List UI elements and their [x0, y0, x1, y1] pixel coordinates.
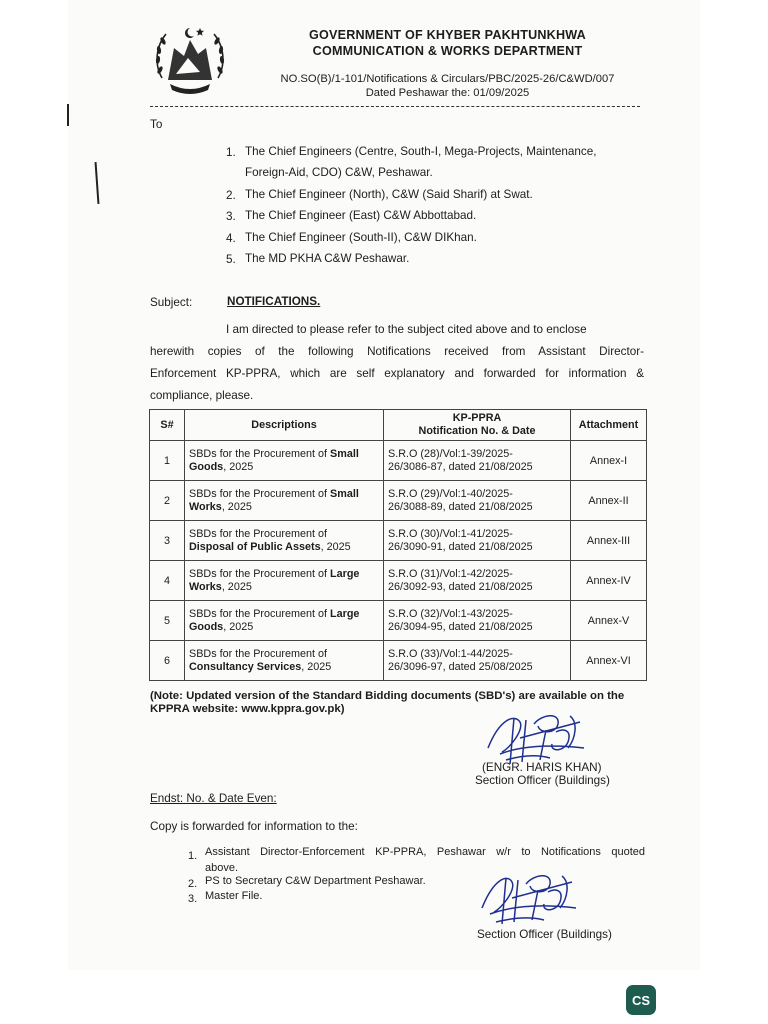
table-row	[150, 521, 647, 561]
row-attachment: Annex-IV	[571, 561, 647, 601]
row-notification	[384, 441, 571, 481]
header-line: Notification No. & Date	[418, 425, 536, 437]
row-notification	[384, 601, 571, 641]
row-sno: 6	[150, 641, 185, 681]
row-notification	[384, 521, 571, 561]
row-sno: 2	[150, 481, 185, 521]
notification-line: S.R.O (30)/Vol:1-41/2025-	[388, 527, 513, 540]
row-attachment: Annex-II	[571, 481, 647, 521]
copy-item: Assistant Director-Enforcement KP-PPRA, Peshawar w/r to Notifications quoted	[205, 846, 645, 858]
notification-line: 26/3094-95, dated 21/08/2025	[388, 620, 533, 633]
description-bold: Works	[189, 580, 222, 593]
table-header-row	[150, 410, 647, 441]
letter-date: Dated Peshawar the: 01/09/2025	[365, 87, 530, 99]
description-bold: Large	[330, 567, 360, 580]
copy-number: 3.	[188, 893, 198, 905]
notification-line: S.R.O (33)/Vol:1-44/2025-	[388, 647, 513, 660]
body-line: herewith copies of the following Notifications received from Assistant Director-	[150, 345, 644, 358]
description-text: SBDs for the Procurement of	[189, 447, 331, 460]
recipient-item: The Chief Engineer (South-II), C&W DIKhan.	[245, 231, 477, 244]
description-text: SBDs for the Procurement of	[189, 647, 328, 660]
row-notification	[384, 641, 571, 681]
description-text: SBDs for the Procurement of	[189, 567, 331, 580]
signature-scribble	[472, 866, 582, 930]
recipient-number: 4.	[226, 232, 236, 245]
note-line: (Note: Updated version of the Standard Bidding documents (SBD's) are available on the	[150, 690, 625, 702]
description-bold: Works	[189, 500, 222, 513]
recipient-item: The Chief Engineer (North), C&W (Said Sharif) at Swat.	[245, 188, 533, 201]
description-text: SBDs for the Procurement of	[189, 607, 331, 620]
row-description	[185, 561, 384, 601]
table-row	[150, 601, 647, 641]
government-crest-logo	[148, 18, 232, 102]
notifications-table	[149, 409, 647, 681]
notification-line: 26/3088-89, dated 21/08/2025	[388, 500, 533, 513]
row-description	[185, 441, 384, 481]
row-attachment: Annex-III	[571, 521, 647, 561]
description-bold: Small	[330, 487, 359, 500]
description-text: SBDs for the Procurement of	[189, 527, 328, 540]
signature-scribble	[480, 708, 590, 768]
table-row	[150, 561, 647, 601]
notification-line: 26/3096-97, dated 25/08/2025	[388, 660, 533, 673]
signatory-title: Section Officer (Buildings)	[475, 774, 610, 787]
column-header-notification	[384, 410, 571, 441]
copy-number: 2.	[188, 878, 198, 890]
row-description	[185, 601, 384, 641]
recipient-item: The MD PKHA C&W Peshawar.	[245, 252, 410, 265]
recipient-number: 2.	[226, 189, 236, 202]
description-text: , 2025	[221, 500, 252, 513]
recipient-number: 1.	[226, 146, 236, 159]
description-bold: Small	[330, 447, 359, 460]
description-text: , 2025	[221, 580, 252, 593]
recipient-item: The Chief Engineer (East) C&W Abbottabad.	[245, 209, 477, 222]
table-row	[150, 641, 647, 681]
camscanner-badge: CS	[626, 985, 656, 1015]
recipient-item-continued: Foreign-Aid, CDO) C&W, Peshawar.	[245, 166, 433, 179]
body-line: I am directed to please refer to the subject cited above and to enclose	[226, 323, 587, 336]
description-bold: Disposal of Public Assets	[189, 540, 321, 553]
notification-line: S.R.O (32)/Vol:1-43/2025-	[388, 607, 513, 620]
description-bold: Consultancy Services	[189, 660, 302, 673]
row-description	[185, 481, 384, 521]
row-notification	[384, 481, 571, 521]
column-header-attachment: Attachment	[571, 410, 647, 441]
table-row	[150, 441, 647, 481]
body-line: compliance, please.	[150, 389, 254, 402]
row-attachment: Annex-V	[571, 601, 647, 641]
copy-item: Master File.	[205, 890, 263, 902]
table-row	[150, 481, 647, 521]
header-department-title: COMMUNICATION & WORKS DEPARTMENT	[312, 44, 583, 58]
notification-line: 26/3090-91, dated 21/08/2025	[388, 540, 533, 553]
note-line: KPPRA website: www.kppra.gov.pk)	[150, 703, 345, 715]
notification-line: S.R.O (31)/Vol:1-42/2025-	[388, 567, 513, 580]
table-body	[150, 441, 647, 681]
body-line: Enforcement KP-PPRA, which are self explanatory and forwarded for information &	[150, 367, 644, 380]
to-label: To	[150, 118, 163, 131]
recipient-number: 3.	[226, 210, 236, 223]
margin-mark	[67, 104, 69, 126]
subject-value: NOTIFICATIONS.	[227, 295, 321, 308]
notification-line: 26/3086-87, dated 21/08/2025	[388, 460, 533, 473]
recipient-item: The Chief Engineers (Centre, South-I, Mega-Projects, Maintenance,	[245, 145, 597, 158]
header-line: KP-PPRA	[452, 412, 502, 424]
notification-line: 26/3092-93, dated 21/08/2025	[388, 580, 533, 593]
signatory-name: (ENGR. HARIS KHAN)	[482, 761, 602, 774]
column-header-descriptions: Descriptions	[185, 410, 384, 441]
row-sno: 5	[150, 601, 185, 641]
description-bold: Large	[330, 607, 360, 620]
header-divider	[150, 106, 640, 107]
description-bold: Goods	[189, 620, 224, 633]
endorsement-line: Endst: No. & Date Even:	[150, 792, 277, 805]
subject-label: Subject:	[150, 296, 193, 309]
description-bold: Goods	[189, 460, 224, 473]
row-attachment: Annex-VI	[571, 641, 647, 681]
description-text: SBDs for the Procurement of	[189, 487, 331, 500]
notification-line: S.R.O (29)/Vol:1-40/2025-	[388, 487, 513, 500]
reference-number: NO.SO(B)/1-101/Notifications & Circulars/PBC/2025-26/C&WD/007	[280, 73, 615, 85]
row-notification	[384, 561, 571, 601]
row-sno: 4	[150, 561, 185, 601]
copy-number: 1.	[188, 850, 198, 862]
signatory-title: Section Officer (Buildings)	[477, 928, 612, 941]
row-description	[185, 641, 384, 681]
row-description	[185, 521, 384, 561]
description-text: , 2025	[320, 540, 351, 553]
column-header-sno: S#	[150, 410, 185, 441]
copy-item-continued: above.	[205, 862, 239, 874]
row-attachment: Annex-I	[571, 441, 647, 481]
row-sno: 1	[150, 441, 185, 481]
description-text: , 2025	[301, 660, 332, 673]
copy-item: PS to Secretary C&W Department Peshawar.	[205, 875, 426, 887]
body-paragraph	[150, 319, 644, 407]
notification-line: S.R.O (28)/Vol:1-39/2025-	[388, 447, 513, 460]
description-text: , 2025	[223, 620, 254, 633]
description-text: , 2025	[223, 460, 254, 473]
copy-intro: Copy is forwarded for information to the:	[150, 820, 358, 833]
row-sno: 3	[150, 521, 185, 561]
header-government-title: GOVERNMENT OF KHYBER PAKHTUNKHWA	[309, 28, 586, 42]
recipient-number: 5.	[226, 253, 236, 266]
